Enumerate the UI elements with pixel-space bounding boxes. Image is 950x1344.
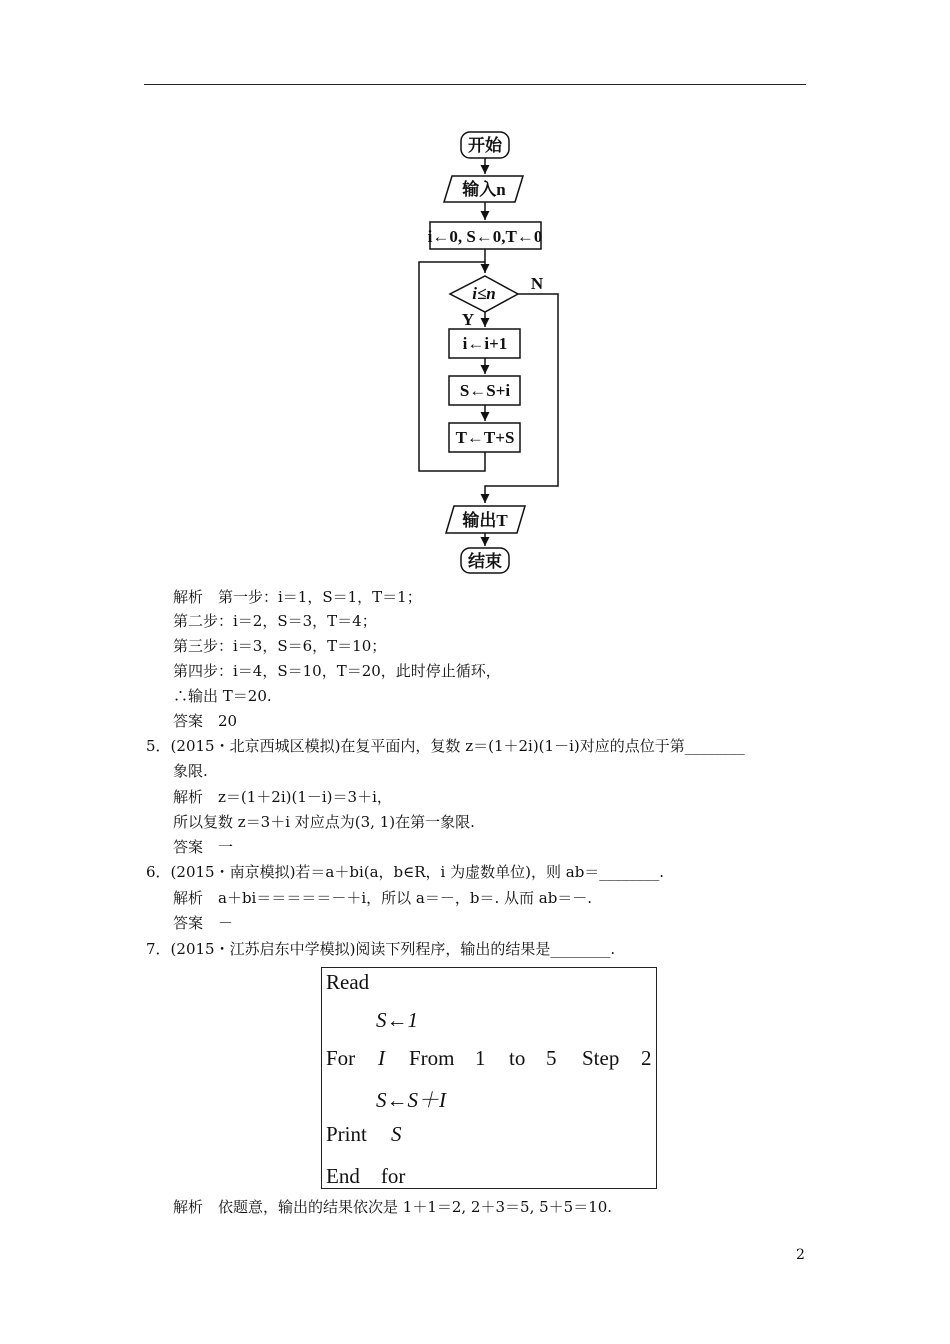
no-label: N [530,274,544,293]
q7-analysis: 解析 依题意，输出的结果依次是 1＋1＝2, 2＋3＝5, 5＋5＝10. [173,1198,613,1216]
solution4-line-1: 解析 第一步：i＝1，S＝1，T＝1； [173,588,422,606]
program-print-var: S [391,1122,402,1146]
program-from-keyword: From [409,1046,455,1070]
output-label: 输出T [462,511,508,530]
yes-label: Y [461,310,475,329]
program-end: End for [326,1164,406,1188]
end-label: 结束 [468,552,502,571]
step3-label: T←T+S [455,428,515,447]
program-to-keyword: to [509,1046,526,1070]
program-to-value: 5 [546,1046,557,1070]
q5-question: 5．(2015・北京西城区模拟)在复平面内，复数 z＝(1＋2i)(1－i)对应的点位于第________ [146,737,745,755]
q5-answer: 答案 一 [173,838,234,856]
program-box [321,967,657,1189]
step2-label: S←S+i [459,381,511,400]
start-label: 开始 [468,136,502,155]
solution4-line-5: ∴输出 T＝20. [173,687,272,705]
init-label: i←0, S←0,T←0 [427,227,543,246]
input-label: 输入n [462,180,506,199]
program-body: S←S＋I [376,1088,446,1112]
program-assign: S←1 [376,1008,418,1032]
q5-analysis-1: 解析 z＝(1＋2i)(1－i)＝3＋i， [173,788,392,806]
condition-label: i≤n [472,284,496,303]
flowchart [400,126,580,581]
program-step-keyword: Step [582,1046,620,1070]
program-for-var: I [378,1046,385,1070]
solution4-answer: 答案 20 [173,712,238,730]
q6-answer: 答案 － [173,914,234,932]
program-step-value: 2 [641,1046,652,1070]
program-read: Read [326,970,370,994]
q6-question: 6．(2015・南京模拟)若＝a＋bi(a，b∈R，i 为虚数单位)，则 ab＝________. [146,863,665,881]
step1-label: i←i+1 [462,334,508,353]
solution4-line-4: 第四步：i＝4，S＝10，T＝20，此时停止循环， [173,662,501,680]
program-for-keyword: For [326,1046,356,1070]
program-from-value: 1 [475,1046,486,1070]
q6-analysis: 解析 a＋bi＝＝＝＝＝－＋i，所以 a＝－，b＝. 从而 ab＝－. [173,889,593,907]
q5-question-cont: 象限. [173,762,208,780]
header-rule [144,84,806,85]
q7-question: 7．(2015・江苏启东中学模拟)阅读下列程序，输出的结果是________. [146,940,616,958]
q5-analysis-2: 所以复数 z＝3＋i 对应点为(3, 1)在第一象限. [173,813,475,831]
solution4-line-2: 第二步：i＝2，S＝3，T＝4； [173,612,377,630]
solution4-line-3: 第三步：i＝3，S＝6，T＝10； [173,637,387,655]
program-print-keyword: Print [326,1122,367,1146]
page-number: 2 [796,1247,805,1263]
